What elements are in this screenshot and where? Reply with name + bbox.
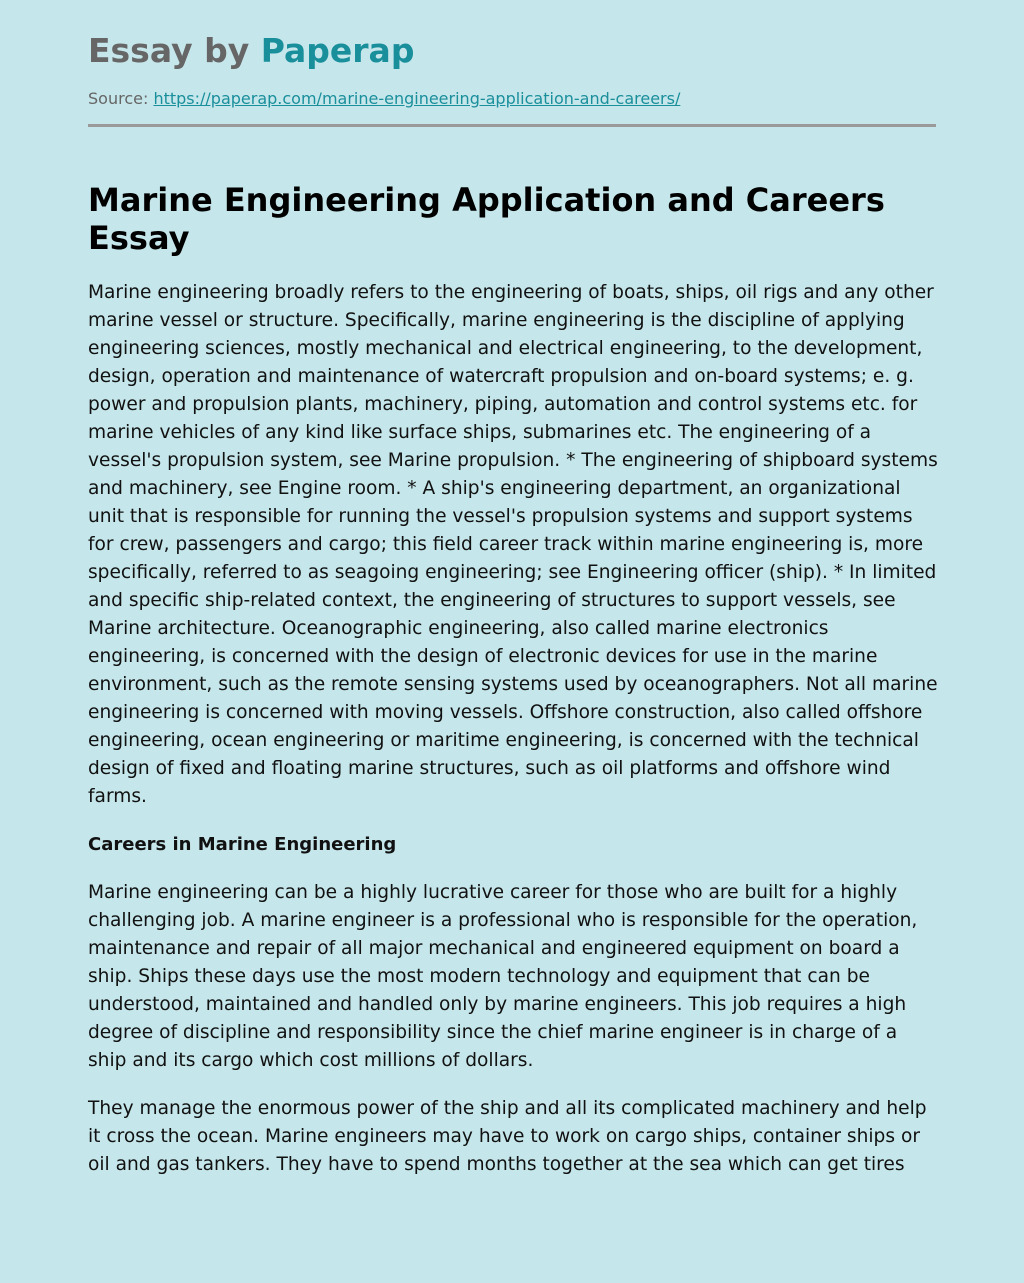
brand-name[interactable]: Paperap — [260, 31, 415, 70]
header-divider — [88, 124, 936, 127]
paragraph: Marine engineering can be a highly lucrative career for those who are built for a highly challenging job. A marine engineer is a professional who is responsible for the operation, maintenance and repair of all major mechanical and engineered equipment on board a ship. Ships these days use the most modern technology and equipment that can be understood, maintained and handled only by marine engineers. This job requires a high degree of discipline and responsibility since the chief marine engineer is in charge of a ship and its cargo which cost millions of dollars. — [88, 882, 918, 1071]
essay-body — [88, 279, 938, 1179]
source-label: Source: — [88, 89, 149, 108]
paragraph: Marine engineering broadly refers to the engineering of boats, ships, oil rigs and any other marine vessel or structure. Specifically, marine engineering is the discipline of applying engineering sciences, mostly mechanical and electrical engineering, to the development, design, operation and maintenance of watercraft propulsion and on-board systems; e. g. power and propulsion plants, machinery, piping, automation and control systems etc. for marine vehicles of any kind like surface ships, submarines etc. The engineering of a vessel's propulsion system, see Marine propulsion. * The engineering of shipboard systems and machinery, see Engine room. * A ship's engineering department, an organizational unit that is responsible for running the vessel's propulsion systems and support systems for crew, passengers and cargo; this field career track within marine engineering is, more specifically, referred to as seagoing engineering; see Engineering officer (ship). * In limited and specific ship-related context, the engineering of structures to support vessels, see Marine architecture. Oceanographic engineering, also called marine electronics engineering, is concerned with the design of electronic devices for use in the marine environment, such as the remote sensing systems used by oceanographers. Not all marine engineering is concerned with moving vessels. Offshore construction, also called offshore engineering, ocean engineering or maritime engineering, is concerned with the technical design of fixed and floating marine structures, such as oil platforms and offshore wind farms. — [88, 282, 938, 807]
page-title: Marine Engineering Application and Careers Essay — [88, 181, 885, 257]
section-heading: Careers in Marine Engineering — [88, 834, 397, 855]
source-link[interactable]: https://paperap.com/marine-engineering-application-and-careers/ — [153, 89, 681, 108]
paragraph-gap — [88, 1075, 938, 1095]
source-line — [88, 88, 680, 110]
brand-prefix: Essay by — [88, 31, 261, 70]
paragraph: They manage the enormous power of the ship and all its complicated machinery and help it cross the ocean. Marine engineers may have to work on cargo ships, container ships or oil and gas tankers. They have to spend months together at the sea which can get tires — [88, 1098, 927, 1175]
site-brand — [88, 30, 414, 72]
